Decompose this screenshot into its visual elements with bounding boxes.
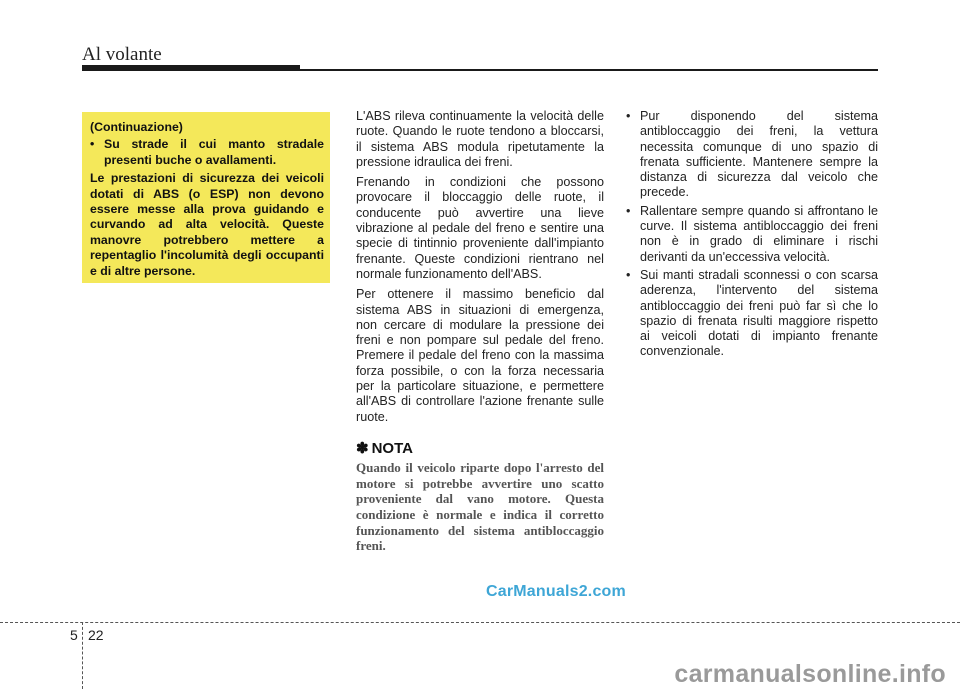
footer-vertical-divider xyxy=(82,622,83,689)
bullet-icon: • xyxy=(626,267,631,282)
warning-continued-label: (Continuazione) xyxy=(90,120,183,134)
paragraph: Frenando in condizioni che possono provocare il bloccaggio delle ruote, il conducente può avvertire una lieve vibrazione al pedale del freno e sentire una specie di tintinnio proveniente dall'impianto frenante. Queste condizioni rientrano nel normale funzionamento dell'ABS. xyxy=(356,175,604,281)
bullet-icon: • xyxy=(90,137,95,152)
middle-column xyxy=(356,109,604,559)
bullet-icon: • xyxy=(626,203,631,218)
footer-divider xyxy=(0,622,960,623)
paragraph: Per ottenere il massimo beneficio dal sistema ABS in situazioni di emergenza, non cercare di modulare la pressione dei freni e non pompare sul pedale del freno. Premere il pedale del freno con la massima forza possibile, o con la forza necessaria per la particolare situazione, e permettere all'ABS di controllare l'azione frenante sulle ruote. xyxy=(356,287,604,424)
chapter-number: 5 xyxy=(70,627,78,643)
bullet-icon: • xyxy=(626,109,631,123)
list-item-text: Sui manti stradali sconnessi o con scarsa aderenza, l'intervento del sistema antibloccaggio dei freni può far sì che lo spazio di frenata risulti maggiore rispetto ai veicoli dotati di impianto frenante convenzionale. xyxy=(640,267,878,359)
asterisk-icon: ✽ xyxy=(356,439,369,457)
page-number: 22 xyxy=(88,627,104,643)
note-heading xyxy=(356,441,604,456)
warning-text: Le prestazioni di sicurezza dei veicoli dotati di ABS (o ESP) non devono essere messe alla prova guidando e curvando ad alta velocità. Queste manovre potrebbero mettere a repentaglio l'incolumità degli occupanti e di altre persone. xyxy=(90,171,324,278)
list-item-text: Pur disponendo del sistema antibloccaggio dei freni, la vettura necessita comunque di uno spazio di frenata sufficiente. Mantenere sempre la distanza di sicurezza dal veicolo che precede. xyxy=(640,109,878,200)
page-title: Al volante xyxy=(82,44,162,65)
header-rule-thick xyxy=(82,65,300,71)
note-text: Quando il veicolo riparte dopo l'arresto del motore si potrebbe avvertire uno scatto proveniente dal vano motore. Questa condizione è normale e indica il corretto funzionamento del sistema antibloccaggio freni. xyxy=(356,460,604,554)
watermark-link[interactable]: CarManuals2.com xyxy=(486,583,626,600)
header-rule-thin xyxy=(300,69,878,71)
warning-box xyxy=(82,112,330,283)
list-item xyxy=(626,204,878,265)
list-item xyxy=(626,109,878,201)
site-footer-link[interactable]: carmanualsonline.info xyxy=(674,660,946,688)
list-item xyxy=(626,268,878,360)
paragraph: L'ABS rileva continuamente la velocità delle ruote. Quando le ruote tendono a bloccarsi, il sistema ABS modula ripetutamente la pressione idraulica dei freni. xyxy=(356,109,604,169)
note-heading-label: NOTA xyxy=(371,439,413,457)
list-item-text: Rallentare sempre quando si affrontano le curve. Il sistema antibloccaggio dei freni non è in grado di eliminare i rischi derivanti da un'eccessiva velocità. xyxy=(640,203,878,264)
right-column xyxy=(626,109,878,363)
warning-bullet xyxy=(90,137,324,168)
warning-bullet-text: Su strade il cui manto stradale presenti buche o avallamenti. xyxy=(104,137,324,167)
